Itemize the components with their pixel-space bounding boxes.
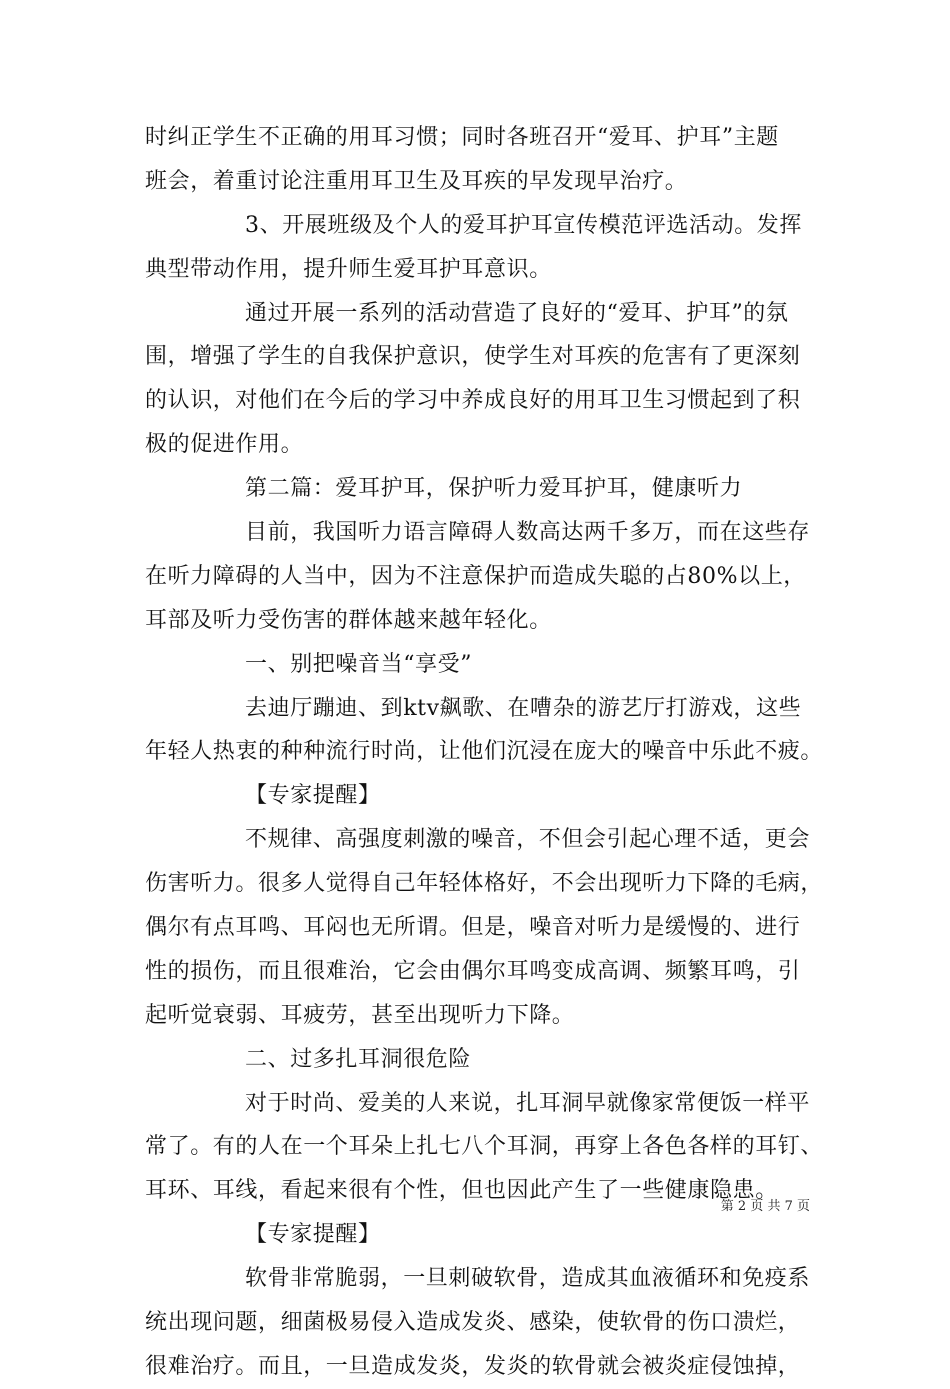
text-line: 常了。有的人在一个耳朵上扎七八个耳洞，再穿上各色各样的耳钉、 [145,1134,824,1160]
text-line: 3、开展班级及个人的爱耳护耳宣传模范评选活动。发挥 [245,212,802,238]
text-line: 极的促进作用。 [145,432,304,458]
text-line: 对于时尚、爱美的人来说，扎耳洞早就像家常便饭一样平 [245,1090,811,1116]
text-line: 耳部及听力受伤害的群体越来越年轻化。 [145,607,552,633]
text-line: 目前，我国听力语言障碍人数高达两千多万，而在这些存 [245,520,811,546]
page-footer: 第 2 页 共 7 页 [720,1199,810,1214]
text-line: 在听力障碍的人当中，因为不注意保护而造成失聪的占80%以上， [145,563,806,589]
text-line: 偶尔有点耳鸣、耳闷也无所谓。但是，噪音对听力是缓慢的、进行 [145,915,801,941]
text-line: 年轻人热衷的种种流行时尚，让他们沉浸在庞大的噪音中乐此不疲。 [145,739,824,765]
text-line: 伤害听力。很多人觉得自己年轻体格好，不会出现听力下降的毛病， [145,871,824,897]
text-line: 去迪厅蹦迪、到ktv飙歌、在嘈杂的游艺厅打游戏，这些 [245,695,802,721]
text-line: 围，增强了学生的自我保护意识，使学生对耳疾的危害有了更深刻 [145,344,801,370]
text-line: 【专家提醒】 [245,783,381,809]
text-line: 软骨非常脆弱，一旦刺破软骨，造成其血液循环和免疫系 [245,1266,811,1292]
text-line: 耳环、耳线，看起来很有个性，但也因此产生了一些健康隐患。 [145,1178,778,1204]
text-line: 第二篇：爱耳护耳，保护听力爱耳护耳，健康听力 [245,476,743,502]
text-line: 时纠正学生不正确的用耳习惯；同时各班召开“爱耳、护耳”主题 [145,125,779,150]
text-line: 不规律、高强度刺激的噪音，不但会引起心理不适，更会 [245,827,811,853]
text-line: 通过开展一系列的活动营造了良好的“爱耳、护耳”的氛 [245,300,789,326]
text-line: 起听觉衰弱、耳疲劳，甚至出现听力下降。 [145,1002,575,1028]
text-line: 的认识，对他们在今后的学习中养成良好的用耳卫生习惯起到了积 [145,388,801,414]
text-line: 统出现问题，细菌极易侵入造成发炎、感染，使软骨的伤口溃烂， [145,1310,801,1336]
text-line: 很难治疗。而且，一旦造成发炎，发炎的软骨就会被炎症侵蚀掉， [145,1353,801,1379]
text-line: 典型带动作用，提升师生爱耳护耳意识。 [145,256,552,282]
document-body [145,116,824,1389]
text-line: 二、过多扎耳洞很危险 [245,1046,472,1072]
text-line: 【专家提醒】 [245,1222,381,1248]
text-line: 性的损伤，而且很难治，它会由偶尔耳鸣变成高调、频繁耳鸣，引 [145,958,801,984]
text-line: 一、别把噪音当“享受” [245,651,473,677]
text-line: 班会，着重讨论注重用耳卫生及耳疾的早发现早治疗。 [145,168,688,194]
